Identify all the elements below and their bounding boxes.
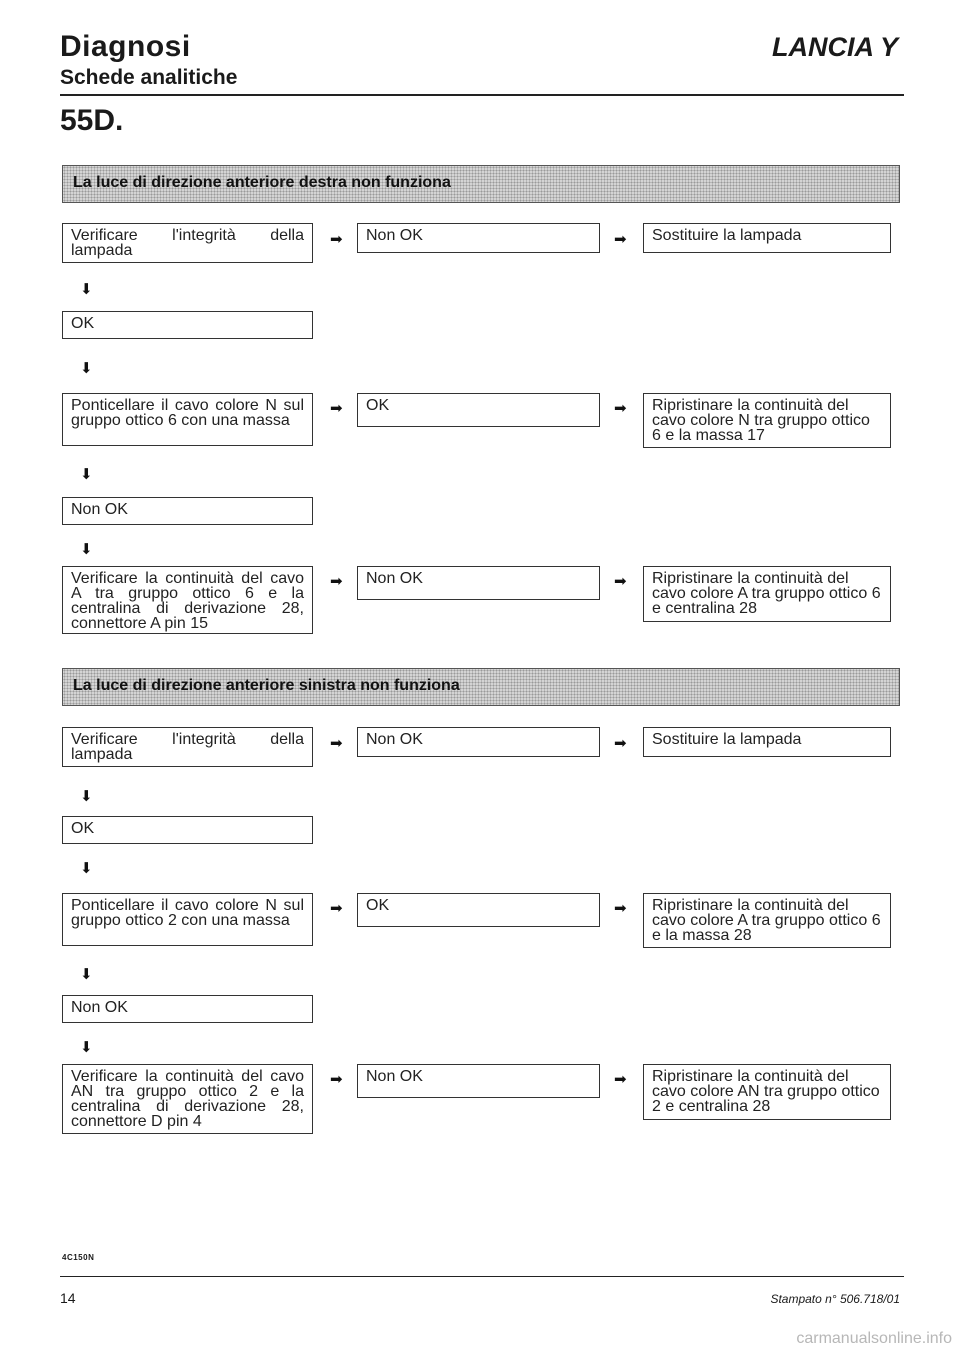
result-box: Non OK (62, 497, 313, 525)
arrow-right-icon: ➡ (614, 400, 627, 417)
action-box: Sostituire la lampada (643, 223, 891, 253)
result-box: OK (62, 311, 313, 339)
arrow-down-icon: ⬇ (80, 860, 93, 877)
check-box: Ponticellare il cavo colore N sul gruppo ottico 6 con una massa (62, 393, 313, 446)
page-title: Diagnosi (60, 30, 191, 63)
result-box: Non OK (357, 727, 600, 757)
result-box: Non OK (62, 995, 313, 1023)
arrow-down-icon: ⬇ (80, 360, 93, 377)
action-box: Sostituire la lampada (643, 727, 891, 757)
page-number: 14 (60, 1290, 76, 1306)
result-box: OK (357, 893, 600, 927)
check-box: Verificare la continuità del cavo A tra gruppo ottico 6 e la centralina di derivazione 28, connettore A pin 15 (62, 566, 313, 634)
section-title: La luce di direzione anteriore sinistra non funziona (73, 677, 460, 694)
page-subtitle: Schede analitiche (60, 66, 238, 89)
arrow-down-icon: ⬇ (80, 966, 93, 983)
section-title: La luce di direzione anteriore destra non funziona (73, 174, 451, 191)
brand-label: LANCIA Y (771, 32, 898, 62)
check-box: Verificare la continuità del cavo AN tra gruppo ottico 2 e la centralina di derivazione 28, connettore D pin 4 (62, 1064, 313, 1134)
arrow-right-icon: ➡ (330, 400, 343, 417)
action-box: Ripristinare la continuità del cavo colore AN tra gruppo ottico 2 e centralina 28 (643, 1064, 891, 1120)
check-box: Verificare l'integrità della lampada (62, 223, 313, 263)
watermark: carmanualsonline.info (796, 1330, 952, 1347)
arrow-down-icon: ⬇ (80, 541, 93, 558)
section-banner-left (62, 668, 900, 706)
arrow-right-icon: ➡ (330, 735, 343, 752)
arrow-right-icon: ➡ (614, 735, 627, 752)
arrow-down-icon: ⬇ (80, 466, 93, 483)
section-code: 55D. (60, 104, 124, 137)
arrow-down-icon: ⬇ (80, 1039, 93, 1056)
check-box: Ponticellare il cavo colore N sul gruppo ottico 2 con una massa (62, 893, 313, 946)
result-box: OK (357, 393, 600, 427)
arrow-right-icon: ➡ (330, 231, 343, 248)
header-divider (60, 94, 904, 96)
check-box: Verificare l'integrità della lampada (62, 727, 313, 767)
arrow-right-icon: ➡ (614, 573, 627, 590)
result-box: Non OK (357, 1064, 600, 1098)
figure-code: 4C150N (62, 1253, 95, 1262)
arrow-right-icon: ➡ (614, 1071, 627, 1088)
arrow-right-icon: ➡ (330, 573, 343, 590)
arrow-down-icon: ⬇ (80, 788, 93, 805)
action-box: Ripristinare la continuità del cavo colore N tra gruppo ottico 6 e la massa 17 (643, 393, 891, 448)
arrow-right-icon: ➡ (614, 231, 627, 248)
arrow-down-icon: ⬇ (80, 281, 93, 298)
result-box: OK (62, 816, 313, 844)
footer-divider (60, 1276, 904, 1277)
action-box: Ripristinare la continuità del cavo colore A tra gruppo ottico 6 e centralina 28 (643, 566, 891, 622)
arrow-right-icon: ➡ (614, 900, 627, 917)
action-box: Ripristinare la continuità del cavo colore A tra gruppo ottico 6 e la massa 28 (643, 893, 891, 948)
arrow-right-icon: ➡ (330, 1071, 343, 1088)
print-reference: Stampato n° 506.718/01 (770, 1292, 900, 1306)
arrow-right-icon: ➡ (330, 900, 343, 917)
section-banner-right (62, 165, 900, 203)
result-box: Non OK (357, 566, 600, 600)
result-box: Non OK (357, 223, 600, 253)
